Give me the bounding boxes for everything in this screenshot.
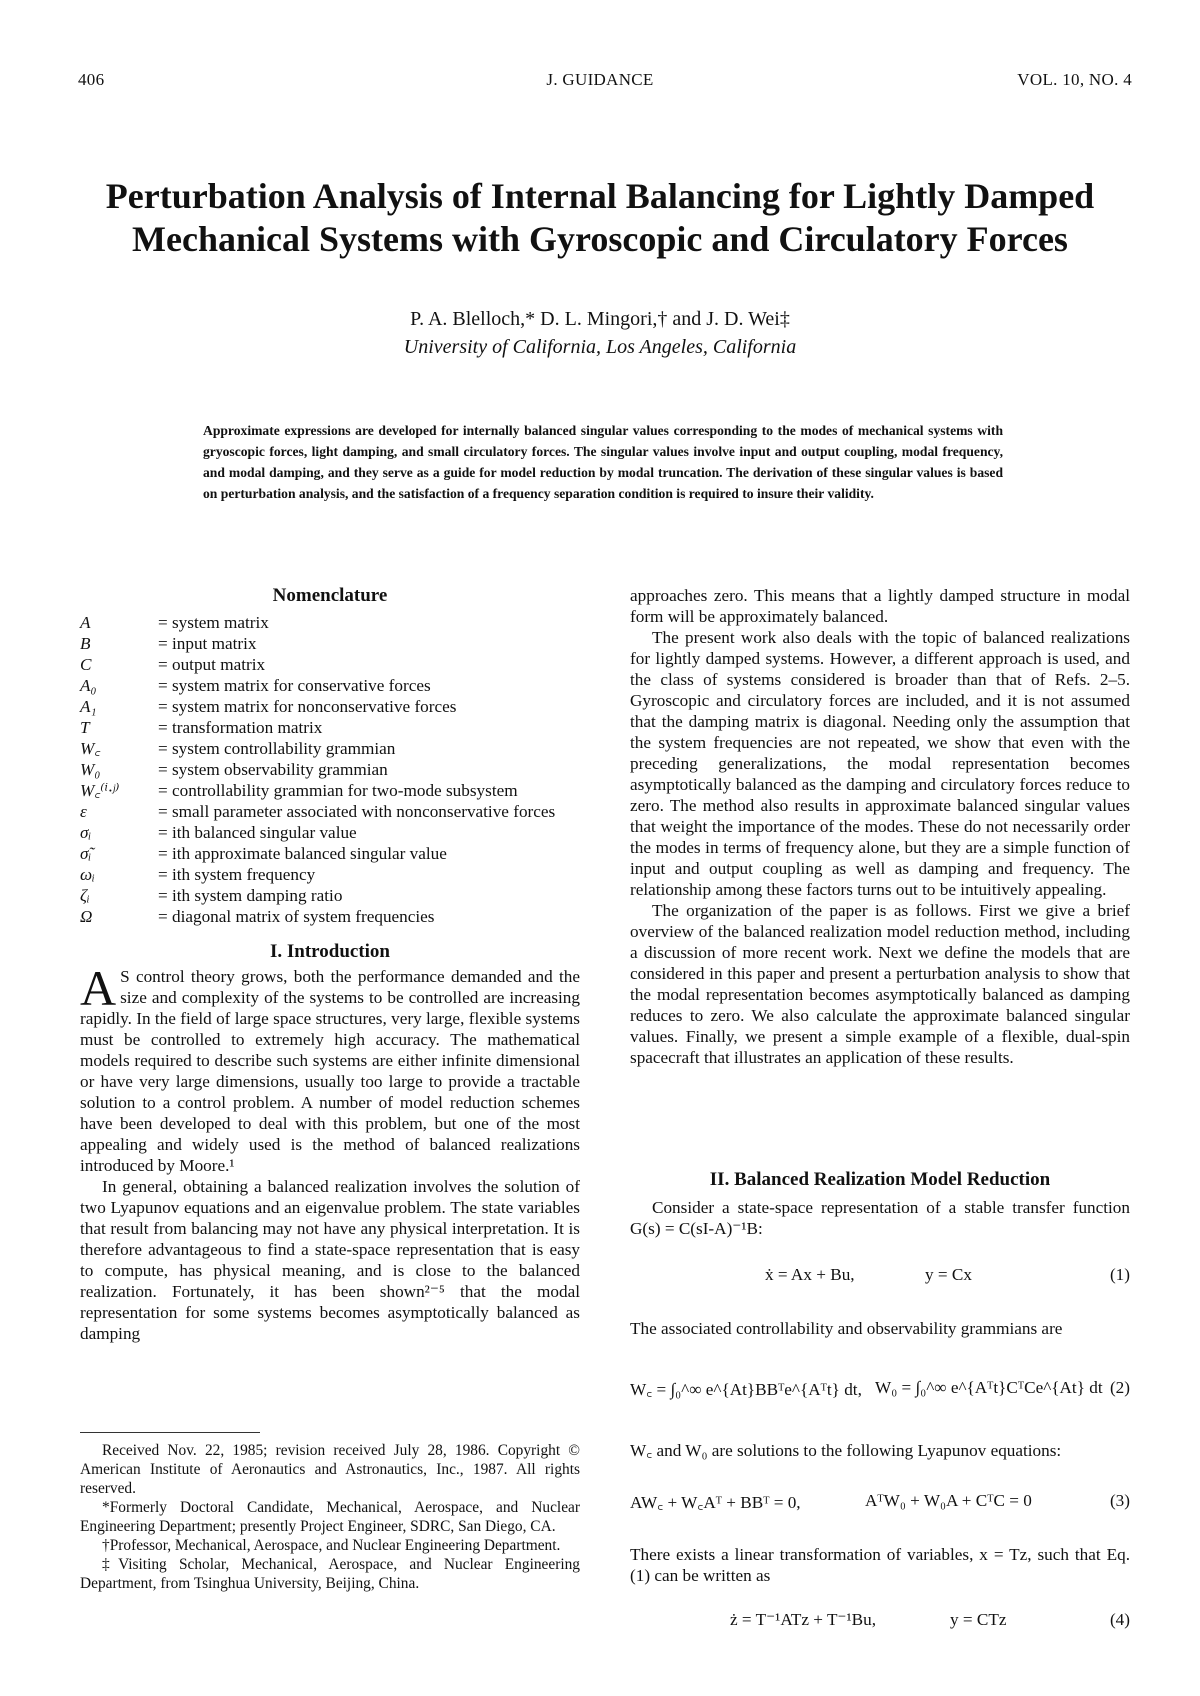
nomenclature-row bbox=[80, 843, 555, 864]
nomenclature-symbol: W꜀ bbox=[80, 739, 101, 758]
right-paragraph-7: There exists a linear transformation of variables, x = Tz, such that Eq. (1) can be written as bbox=[630, 1545, 1130, 1585]
nomenclature-row bbox=[80, 822, 555, 843]
nomenclature-row bbox=[80, 675, 555, 696]
section-2-intro bbox=[630, 1197, 1130, 1239]
nomenclature-symbol: ε bbox=[80, 802, 87, 821]
nomenclature-row bbox=[80, 738, 555, 759]
intro-paragraph-2: In general, obtaining a balanced realization involves the solution of two Lyapunov equations and an eigenvalue problem. The state variables that result from balancing may not have any physical interpretation. It is therefore advantageous to find a state-space representation that is easy to compute, has physical meaning, and is close to the balanced realization. Fortunately, it has been shown²⁻⁵ that the modal representation for some systems becomes asymptotically balanced as damping bbox=[80, 1177, 580, 1343]
nomenclature-row bbox=[80, 612, 555, 633]
footnote-author-1: *Formerly Doctoral Candidate, Mechanical, Aerospace, and Nuclear Engineering Department; presently Project Engineer, SDRC, San Diego, CA. bbox=[80, 1499, 580, 1535]
right-paragraph-4: Consider a state-space representation of a stable transfer function G(s) = C(sI-A)⁻¹B: bbox=[630, 1198, 1130, 1238]
footnotes bbox=[80, 1441, 580, 1593]
paper-title bbox=[60, 175, 1140, 261]
nomenclature-row bbox=[80, 654, 555, 675]
intro-paragraph-1: A S control theory grows, both the performance demanded and the size and complexity of the systems to be controlled are increasing rapidly. In the field of large space structures, very large, flexible systems must be controlled to extremely high accuracy. The mathematical models required to describe such systems are either infinite dimensional or have very large dimensions, usually too large to provide a tractable solution to a control problem. A number of model reduction schemes have been developed to deal with this problem, but one of the most appealing and widely used is the method of balanced realizations introduced by Moore.¹ bbox=[80, 960, 580, 1175]
nomenclature-row bbox=[80, 633, 555, 654]
nomenclature-definition: = system observability grammian bbox=[158, 760, 388, 779]
nomenclature-symbol: A₀ bbox=[80, 676, 97, 695]
equation-2 bbox=[630, 1378, 1130, 1400]
right-column bbox=[630, 585, 1130, 1068]
right-paragraph-5: The associated controllability and observability grammians are bbox=[630, 1319, 1063, 1338]
right-paragraph-2: The present work also deals with the topic of balanced realizations for lightly damped systems. However, a different approach is used, and the class of systems considered is broader than that of Refs. 2–5. Gyroscopic and circulatory forces are included, and it is not assumed that the damping matrix is diagonal. Needing only the assumption that the system frequencies are not repeated, we show that even with the preceding generalizations, the modal representation becomes asymptotically balanced as the damping and circulatory forces reduce to zero. The method also results in approximate balanced singular values that weight the importance of the modes. These do not necessarily order the modes in terms of frequency alone, but they are a simple function of input and output coupling as well as damping and frequency. The relationship among these factors turns out to be intuitively appealing. bbox=[630, 628, 1130, 899]
nomenclature-definition: = system matrix for conservative forces bbox=[158, 676, 431, 695]
title-line-1: Perturbation Analysis of Internal Balancing for Lightly Damped bbox=[105, 176, 1095, 216]
nomenclature-definition: = ith approximate balanced singular value bbox=[158, 844, 447, 863]
nomenclature-row bbox=[80, 906, 555, 927]
nomenclature-definition: = input matrix bbox=[158, 634, 257, 653]
nomenclature-definition: = transformation matrix bbox=[158, 718, 323, 737]
equation-2-number: (2) bbox=[1109, 1378, 1130, 1397]
nomenclature-symbol: σᵢ bbox=[80, 823, 92, 842]
footnote-author-3: ‡Visiting Scholar, Mechanical, Aerospace, and Nuclear Engineering Department, from Tsinghua University, Beijing, China. bbox=[80, 1556, 580, 1592]
nomenclature-symbol: ωᵢ bbox=[80, 865, 95, 884]
left-column bbox=[80, 585, 580, 1344]
nomenclature-symbol: W꜀⁽ⁱ·ʲ⁾ bbox=[80, 781, 120, 800]
equation-2-right: W₀ = ∫₀^∞ e^{Aᵀt}CᵀCe^{At} dt bbox=[875, 1378, 1103, 1397]
equation-2-left: W꜀ = ∫₀^∞ e^{At}BBᵀe^{Aᵀt} dt, bbox=[630, 1380, 862, 1399]
section-2-heading: II. Balanced Realization Model Reduction bbox=[709, 1169, 1051, 1190]
nomenclature-row bbox=[80, 780, 555, 801]
nomenclature-definition: = diagonal matrix of system frequencies bbox=[158, 907, 435, 926]
nomenclature-symbol: C bbox=[80, 655, 92, 674]
nomenclature-symbol: Ω bbox=[80, 907, 93, 926]
nomenclature-row bbox=[80, 696, 555, 717]
page-number: 406 bbox=[78, 70, 105, 89]
title-line-2: Mechanical Systems with Gyroscopic and Circulatory Forces bbox=[132, 219, 1068, 259]
nomenclature-symbol: W₀ bbox=[80, 760, 101, 779]
author-affiliation: University of California, Los Angeles, California bbox=[403, 336, 797, 358]
equation-4-left: ż = T⁻¹ATz + T⁻¹Bu, bbox=[730, 1610, 877, 1629]
equation-3-left: AW꜀ + W꜀Aᵀ + BBᵀ = 0, bbox=[630, 1493, 801, 1512]
equation-1-left: ẋ = Ax + Bu, bbox=[765, 1265, 855, 1284]
nomenclature-definition: = output matrix bbox=[158, 655, 266, 674]
journal-name: J. GUIDANCE bbox=[546, 70, 654, 89]
nomenclature-symbol: T bbox=[80, 718, 90, 737]
nomenclature-definition: = system matrix for nonconservative forces bbox=[158, 697, 457, 716]
nomenclature-table bbox=[80, 612, 555, 927]
nomenclature-definition: = small parameter associated with nonconservative forces bbox=[158, 802, 556, 821]
equation-3-right: AᵀW₀ + W₀A + CᵀC = 0 bbox=[865, 1491, 1032, 1510]
nomenclature-row bbox=[80, 885, 555, 906]
nomenclature-symbol: A₁ bbox=[80, 697, 97, 716]
equation-4-right: y = CTz bbox=[950, 1610, 1007, 1629]
equation-4-number: (4) bbox=[1109, 1610, 1130, 1629]
nomenclature-row bbox=[80, 801, 555, 822]
author-names: P. A. Blelloch,* D. L. Mingori,† and J. D. Wei‡ bbox=[410, 308, 790, 330]
nomenclature-definition: = system matrix bbox=[158, 613, 269, 632]
nomenclature-row bbox=[80, 717, 555, 738]
drop-cap: A bbox=[80, 960, 117, 1016]
nomenclature-definition: = controllability grammian for two-mode subsystem bbox=[158, 781, 518, 800]
equation-4 bbox=[630, 1610, 1130, 1632]
equation-3 bbox=[630, 1491, 1130, 1513]
footnote-received: Received Nov. 22, 1985; revision received July 28, 1986. Copyright © American Institute of Aeronautics and Astronautics, Inc., 1987. All rights reserved. bbox=[80, 1442, 580, 1497]
nomenclature-symbol: B bbox=[80, 634, 91, 653]
abstract: Approximate expressions are developed for internally balanced singular values corresponding to the modes of mechanical systems with gryoscopic forces, light damping, and small circulatory forces. The singular values involve input and output coupling, modal frequency, and modal damping, and they serve as a guide for model reduction by modal truncation. The derivation of these singular values is based on perturbation analysis, and the satisfaction of a frequency separation condition is required to insure their validity. bbox=[203, 423, 1003, 501]
volume-issue: VOL. 10, NO. 4 bbox=[1017, 70, 1132, 89]
nomenclature-heading: Nomenclature bbox=[272, 585, 388, 606]
introduction-heading: I. Introduction bbox=[269, 941, 390, 962]
right-paragraph-1: approaches zero. This means that a lightly damped structure in modal form will be approximately balanced. bbox=[630, 586, 1130, 626]
right-paragraph-3: The organization of the paper is as follows. First we give a brief overview of the balanced realization model reduction method, including a discussion of more recent work. Next we define the models that are considered in this paper and present a perturbation analysis to show that the modal representation becomes asymptotically balanced as damping reduces to zero. We also calculate the approximate balanced singular values. Finally, we present a simple example of a flexible, dual-spin spacecraft that illustrates an application of these results. bbox=[630, 901, 1130, 1067]
nomenclature-definition: = system controllability grammian bbox=[158, 739, 396, 758]
equation-1-right: y = Cx bbox=[925, 1265, 972, 1284]
right-paragraph-6: W꜀ and W₀ are solutions to the following Lyapunov equations: bbox=[630, 1441, 1062, 1460]
nomenclature-symbol: ζᵢ bbox=[80, 886, 90, 905]
equation-3-number: (3) bbox=[1109, 1491, 1130, 1510]
nomenclature-definition: = ith system damping ratio bbox=[158, 886, 343, 905]
nomenclature-definition: = ith balanced singular value bbox=[158, 823, 357, 842]
equation-1 bbox=[630, 1265, 1130, 1287]
footnote-rule bbox=[80, 1432, 260, 1433]
nomenclature-symbol: σ̃ᵢ bbox=[80, 844, 92, 863]
nomenclature-definition: = ith system frequency bbox=[158, 865, 316, 884]
equation-1-number: (1) bbox=[1109, 1265, 1130, 1284]
nomenclature-row bbox=[80, 864, 555, 885]
author-block bbox=[0, 305, 1200, 361]
footnote-author-2: †Professor, Mechanical, Aerospace, and Nuclear Engineering Department. bbox=[102, 1537, 561, 1554]
nomenclature-symbol: A bbox=[80, 613, 91, 632]
nomenclature-row bbox=[80, 759, 555, 780]
